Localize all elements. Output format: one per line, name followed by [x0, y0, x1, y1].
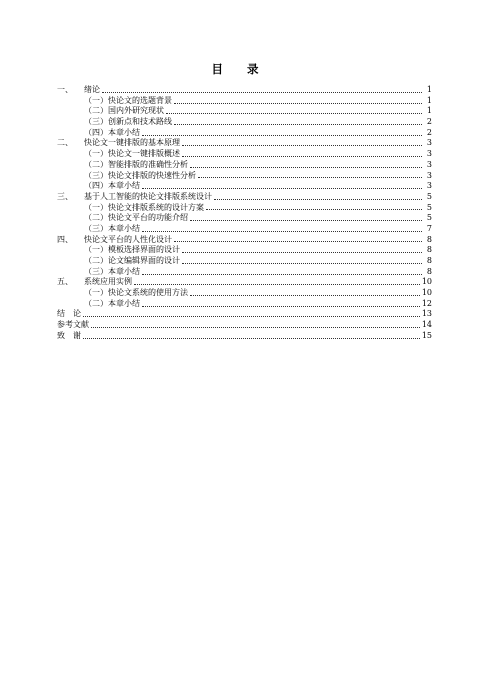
toc-entry-label: （四）本章小结: [84, 181, 140, 191]
toc-entry: [57, 267, 432, 278]
toc-entry: [57, 106, 432, 117]
toc-entry: [57, 224, 432, 235]
toc-entry-label: 快论文平台的人性化设计: [84, 234, 172, 244]
toc-entry: [57, 203, 432, 214]
toc-leader-dots: [83, 316, 420, 317]
toc-entry-page: 3: [426, 170, 432, 180]
toc-leader-dots: [142, 231, 422, 232]
toc-entry: [57, 245, 432, 256]
toc-entry: [57, 96, 432, 107]
toc-leader-dots: [214, 199, 422, 200]
toc-entry-page: 5: [426, 191, 432, 201]
toc-entry-label: 快论文一键排版的基本原理: [84, 138, 180, 148]
toc-leader-dots: [142, 135, 422, 136]
toc-entry-label: （三）本章小结: [84, 223, 140, 233]
toc-entry: [57, 171, 432, 182]
toc-entry: [57, 181, 432, 192]
toc-entry: [57, 320, 432, 331]
toc-leader-dots: [198, 177, 422, 178]
toc-entry-label: （三）创新点和技术路线: [84, 117, 172, 127]
toc-entry: [57, 331, 432, 342]
toc-leader-dots: [206, 209, 422, 210]
toc-entry: [57, 235, 432, 246]
toc-entry-label: （一）模板选择界面的设计: [84, 245, 180, 255]
toc-entry-page: 3: [426, 181, 432, 191]
toc-entry: [57, 309, 432, 320]
toc-entry-label: 系统应用实例: [84, 277, 132, 287]
toc-entry: [57, 299, 432, 310]
toc-leader-dots: [174, 103, 422, 104]
table-of-contents: [57, 85, 432, 342]
toc-entry-label: （二）智能排版的准确性分析: [84, 159, 188, 169]
toc-entry-label: 结 论: [57, 309, 81, 319]
toc-leader-dots: [182, 263, 422, 264]
toc-entry-number: 三、: [57, 191, 73, 201]
toc-entry-label: （二）国内外研究现状: [84, 106, 164, 116]
toc-entry-page: 8: [426, 234, 432, 244]
toc-leader-dots: [190, 167, 422, 168]
toc-entry-label: （一）快论文系统的使用方法: [84, 288, 188, 298]
toc-entry-page: 10: [421, 288, 432, 298]
toc-entry: [57, 138, 432, 149]
toc-entry-number: 二、: [57, 138, 73, 148]
toc-title: 目 录: [211, 62, 269, 76]
toc-entry-page: 15: [421, 330, 432, 340]
toc-entry-label: （二）论文编辑界面的设计: [84, 256, 180, 265]
toc-leader-dots: [182, 252, 422, 253]
toc-entry-label: （二）快论文平台的功能介绍: [84, 213, 188, 223]
toc-entry-page: 1: [426, 106, 432, 116]
toc-entry-number: 一、: [57, 85, 73, 94]
toc-entry: [57, 160, 432, 171]
toc-entry-label: 参考文献: [57, 320, 89, 330]
toc-entry-label: 致 谢: [57, 330, 81, 340]
toc-entry: [57, 256, 432, 267]
toc-entry-label: （三）快论文排版的快速性分析: [84, 170, 196, 180]
toc-entry-page: 2: [426, 117, 432, 127]
toc-entry: [57, 85, 432, 96]
toc-leader-dots: [190, 220, 422, 221]
toc-leader-dots: [174, 241, 422, 242]
toc-entry-number: 四、: [57, 234, 73, 244]
toc-entry: [57, 277, 432, 288]
toc-entry-label: （二）本章小结: [84, 298, 140, 308]
toc-entry-page: 3: [426, 138, 432, 148]
toc-entry: [57, 213, 432, 224]
toc-entry-label: （一）快论文排版系统的设计方案: [84, 202, 204, 212]
toc-entry-page: 8: [426, 266, 432, 276]
toc-entry-page: 10: [421, 277, 432, 287]
toc-entry-page: 8: [426, 245, 432, 255]
toc-entry-page: 5: [426, 202, 432, 212]
toc-entry-label: 绪论: [84, 85, 100, 94]
toc-leader-dots: [91, 327, 420, 328]
toc-entry-page: 1: [426, 85, 432, 94]
toc-entry-label: （一）快论文一键排版概述: [84, 149, 180, 159]
toc-leader-dots: [134, 284, 420, 285]
toc-leader-dots: [142, 306, 420, 307]
toc-leader-dots: [142, 274, 422, 275]
toc-leader-dots: [182, 156, 422, 157]
toc-leader-dots: [142, 188, 422, 189]
toc-entry-number: 五、: [57, 277, 73, 287]
toc-entry-page: 7: [426, 223, 432, 233]
toc-entry: [57, 128, 432, 139]
toc-entry: [57, 288, 432, 299]
toc-entry: [57, 117, 432, 128]
toc-entry-label: （一）快论文的选题背景: [84, 95, 172, 105]
toc-entry-page: 1: [426, 95, 432, 105]
toc-entry-page: 3: [426, 149, 432, 159]
toc-entry-page: 5: [426, 213, 432, 223]
toc-entry-page: 13: [421, 309, 432, 319]
toc-entry-label: （三）本章小结: [84, 266, 140, 276]
toc-entry: [57, 192, 432, 203]
toc-entry-page: 2: [426, 127, 432, 137]
toc-leader-dots: [174, 124, 422, 125]
toc-entry-page: 12: [421, 298, 432, 308]
toc-leader-dots: [182, 145, 422, 146]
toc-leader-dots: [102, 92, 422, 93]
toc-entry-page: 14: [421, 320, 432, 330]
toc-entry-label: 基于人工智能的快论文排版系统设计: [84, 191, 212, 201]
toc-entry-page: 3: [426, 159, 432, 169]
toc-entry-page: 8: [426, 256, 432, 265]
toc-leader-dots: [166, 113, 422, 114]
toc-entry-label: （四）本章小结: [84, 127, 140, 137]
toc-leader-dots: [83, 338, 420, 339]
toc-entry: [57, 149, 432, 160]
toc-leader-dots: [190, 295, 420, 296]
